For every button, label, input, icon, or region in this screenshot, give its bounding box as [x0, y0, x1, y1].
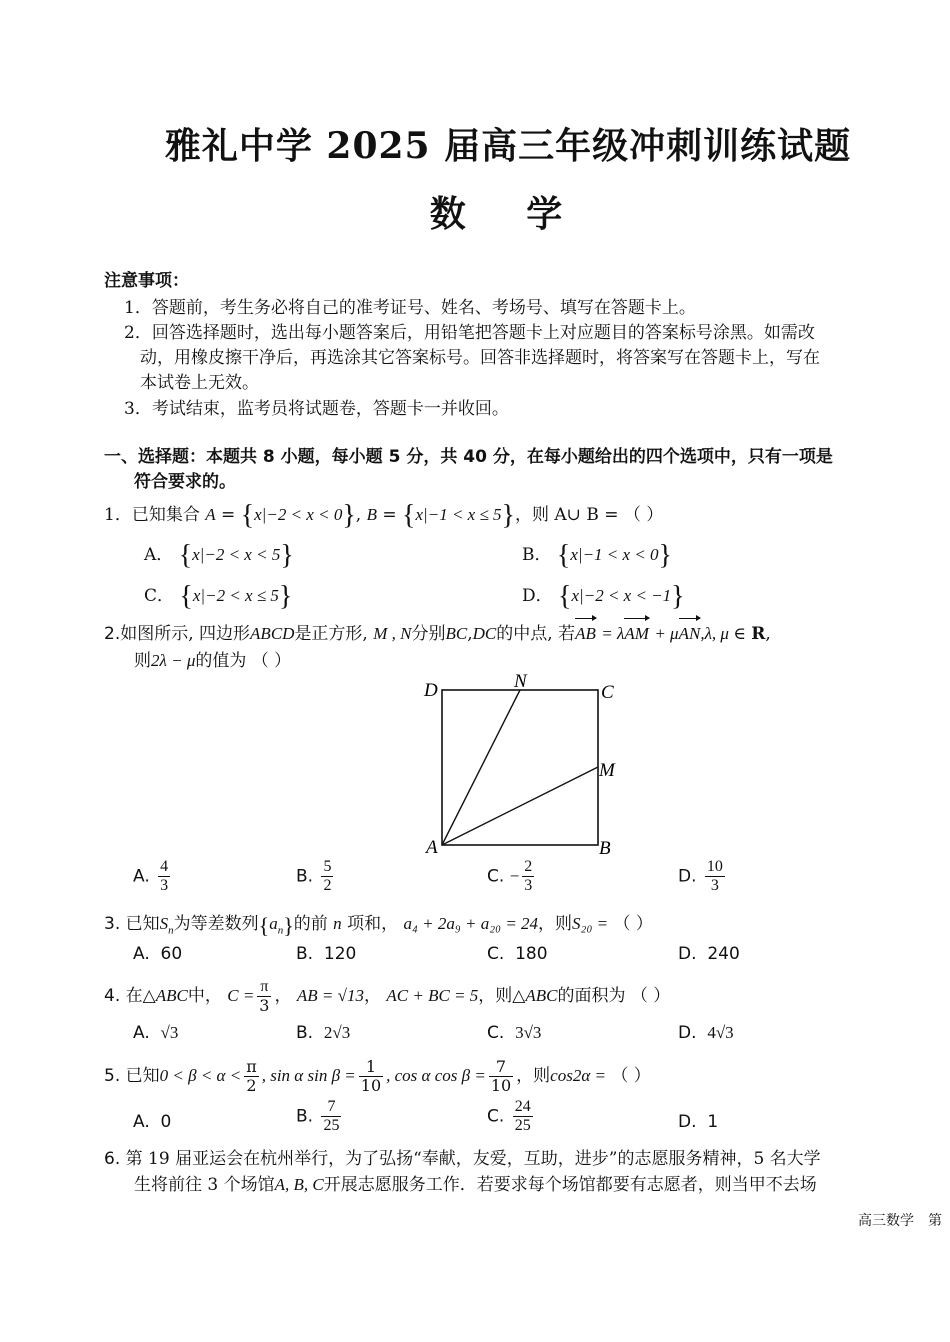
option-label: B． — [522, 545, 552, 565]
q3-number: 3. — [104, 914, 121, 934]
fraction-den: 3 — [259, 996, 270, 1015]
q5-option-a[interactable] — [133, 1110, 171, 1135]
q4-text: 的面积为 — [557, 986, 626, 1006]
q3-option-a[interactable] — [133, 942, 182, 967]
option-label: B. — [296, 1023, 314, 1043]
option-label: C． — [144, 586, 175, 606]
vector-an: AN — [679, 621, 701, 646]
q3-option-d[interactable] — [678, 942, 740, 967]
option-value: x|−2 < x ≤ 5 — [192, 586, 279, 605]
q3-sn: S — [159, 914, 169, 933]
q1-stem: 已知集合 — [131, 505, 200, 525]
q2-text: , — [467, 624, 473, 644]
fraction-den: 25 — [514, 1117, 531, 1134]
option-value: 120 — [323, 944, 357, 964]
option-label: D. — [678, 944, 697, 964]
q2-expr: 2λ − μ — [151, 651, 196, 670]
option-label: B. — [296, 1106, 314, 1127]
page-footer: 高三数学 第 — [858, 1213, 942, 1229]
option-value: 60 — [160, 944, 183, 964]
option-value: 240 — [707, 944, 740, 964]
option-label: A. — [133, 944, 150, 964]
q2-dc: DC — [472, 624, 497, 643]
option-value: 3√3 — [515, 1023, 542, 1042]
q4-paren: （ ） — [630, 986, 671, 1006]
q3-sub: n — [277, 924, 284, 937]
notice-item-2: 2．回答选择题时，选出每小题答案后，用铅笔把答题卡上对应题目的答案标号涂黑。如需改 — [124, 323, 815, 343]
fraction-num: 10 — [706, 858, 723, 875]
q4-ab: AB = √13 — [296, 986, 364, 1005]
vector-am: AM — [624, 621, 649, 646]
q2-option-d[interactable] — [678, 858, 728, 895]
q2-option-c[interactable] — [487, 858, 537, 895]
fraction-den: 3 — [160, 877, 169, 894]
fraction-num: 4 — [160, 858, 169, 875]
q1-option-c[interactable]: C． {x|−2 < x ≤ 5} — [144, 581, 293, 612]
q1-tail: ，则 A∪ B = — [515, 505, 619, 525]
option-value: x|−2 < x < 5 — [192, 545, 281, 564]
q3-sub: n — [168, 924, 174, 937]
segment-an — [442, 690, 520, 845]
q6-number: 6. — [104, 1149, 121, 1169]
option-label: A. — [133, 1023, 150, 1043]
label-d: D — [424, 680, 438, 701]
q3-text: 已知 — [125, 914, 160, 934]
option-sign: − — [509, 866, 520, 886]
q2-text: 的值为 — [195, 651, 247, 671]
q3-paren: （ ） — [613, 914, 653, 934]
q2-text: 的中点, 若 — [496, 624, 576, 644]
q3-option-c[interactable] — [487, 942, 548, 967]
option-label: A． — [144, 545, 174, 565]
q5-paren: （ ） — [611, 1066, 651, 1086]
question-5 — [104, 1058, 651, 1095]
option-label: D． — [522, 586, 553, 606]
subject-title: 数 学 — [429, 193, 587, 235]
q2-option-a[interactable] — [133, 858, 173, 895]
question-2-line2 — [134, 648, 291, 674]
fraction-num: 1 — [359, 1058, 383, 1077]
q1-option-b[interactable]: B． {x|−1 < x < 0} — [522, 540, 672, 571]
q1-paren: （ ） — [623, 505, 664, 525]
label-c: C — [601, 682, 614, 703]
q3-text: 的前 — [293, 914, 328, 934]
fraction-num: 7 — [321, 1098, 341, 1117]
section-heading: 一、选择题：本题共 8 小题，每小题 5 分，共 40 分，在每小题给出的四个选项中，只有一项是 — [104, 447, 833, 467]
section-heading-cont: 符合要求的。 — [134, 472, 236, 492]
question-2 — [104, 621, 771, 647]
fraction-num: 5 — [323, 858, 332, 875]
q3-text: ，则 — [538, 914, 573, 934]
option-value: x|−2 < x < −1 — [571, 586, 672, 605]
q3-s20: S₂₀ = — [572, 914, 609, 933]
option-label: A. — [133, 866, 150, 887]
q2-abcd: ABCD — [250, 624, 295, 643]
fraction-num: 2 — [524, 858, 533, 875]
q4-text: ， — [274, 986, 292, 1006]
fraction-den: 10 — [360, 1076, 382, 1095]
q3-text: 项和， — [347, 914, 399, 934]
q2-bc: BC — [445, 624, 468, 643]
question-4 — [104, 978, 670, 1015]
option-label: D. — [678, 1112, 697, 1132]
option-label: C. — [487, 944, 505, 964]
q4-option-b[interactable] — [296, 1020, 350, 1046]
option-label: D. — [678, 1023, 697, 1043]
option-value: 1 — [707, 1112, 719, 1132]
q6-text: 生将前往 3 个场馆 — [134, 1175, 275, 1195]
fraction-den: 2 — [323, 877, 332, 894]
option-value: 180 — [515, 944, 548, 964]
q1-number: 1． — [104, 505, 132, 525]
option-label: D. — [678, 866, 697, 887]
segment-am — [442, 767, 598, 845]
q4-text: 中， — [187, 986, 222, 1006]
option-value: x|−1 < x < 0 — [570, 545, 659, 564]
q2-number: 2. — [104, 624, 121, 644]
q3-an: a — [269, 914, 278, 933]
q4-angle-c: C = — [227, 986, 255, 1005]
notice-item-1: 1．答题前，考生务必将自己的准考证号、姓名、考场号、填写在答题卡上。 — [124, 298, 696, 318]
q5-option-b[interactable] — [296, 1098, 344, 1135]
q2-option-b[interactable] — [296, 858, 336, 895]
q4-text: 在 — [125, 986, 143, 1006]
q4-option-c[interactable] — [487, 1020, 541, 1046]
option-label: C. — [487, 866, 505, 887]
q4-text: ，则 — [478, 986, 513, 1006]
fraction-den: 25 — [323, 1117, 340, 1134]
q2-plus: + μ — [654, 624, 679, 643]
option-label: B. — [296, 944, 314, 964]
q2-eq: = λ — [601, 624, 625, 643]
q2-mn: M , N — [373, 624, 412, 643]
square-abcd — [442, 690, 598, 845]
label-a: A — [426, 837, 438, 858]
q5-option-d[interactable] — [678, 1110, 718, 1135]
q1-set-b: x|−1 < x ≤ 5 — [415, 505, 502, 524]
q3-n: n — [333, 914, 342, 933]
q5-text: ，则 — [516, 1066, 551, 1086]
vector-ab: AB — [575, 621, 596, 646]
q2-lambda: ,λ, μ ∈ — [700, 624, 746, 643]
q5-text: 已知 — [125, 1066, 160, 1086]
q6-text: 第 19 届亚运会在杭州举行，为了弘扬“奉献，友爱，互助，进步”的志愿服务精神，5 名大学 — [125, 1149, 821, 1169]
q4-triangle: △ABC — [142, 986, 188, 1005]
fraction-den: 3 — [710, 877, 719, 894]
fraction-den: 10 — [490, 1076, 512, 1095]
option-value: 2√3 — [323, 1023, 351, 1042]
notice-item-2-cont2: 本试卷上无效。 — [140, 373, 259, 393]
fraction-num: π — [246, 1057, 257, 1076]
q2-paren: （ ） — [251, 651, 292, 671]
q5-option-c[interactable] — [487, 1098, 536, 1135]
q5-cos-product: , cos α cos β = — [386, 1066, 486, 1085]
q2-text: 分别 — [411, 624, 446, 644]
fraction-num: 7 — [489, 1058, 513, 1077]
q1-option-a[interactable]: A． {x|−2 < x < 5} — [144, 540, 294, 571]
option-label: C. — [487, 1023, 505, 1043]
q5-number: 5. — [104, 1066, 121, 1086]
q2-text: , — [765, 624, 771, 644]
q6-text: 开展志愿服务工作．若要求每个场馆都要有志愿者，则当甲不去场 — [323, 1175, 817, 1195]
square-figure — [410, 668, 640, 860]
q3-text: 为等差数列 — [173, 914, 259, 934]
option-value: 0 — [160, 1112, 172, 1132]
fraction-den: 3 — [524, 877, 533, 894]
page-title: 雅礼中学 2025 届高三年级冲刺训练试题 — [164, 125, 852, 167]
notice-heading: 注意事项： — [104, 271, 189, 291]
q5-inequality: 0 < β < α < — [159, 1066, 242, 1085]
q1-set-a: x|−2 < x < 0 — [254, 505, 343, 524]
option-value: √3 — [160, 1023, 179, 1042]
q2-text: 是正方形, — [294, 624, 368, 644]
q2-text: 则 — [134, 651, 151, 671]
q2-text: 如图所示, 四边形 — [120, 624, 251, 644]
option-label: C. — [487, 1106, 505, 1127]
q3-equation: a₄ + 2a₉ + a₂₀ = 24 — [403, 914, 539, 933]
q5-cos2a: cos2α = — [550, 1066, 606, 1085]
question-3: 3. 已知$S_n$为等差数列$\{a_n\}$的前 n 项和， a₄ + 2a₉ + a₂₀ = 24，则S₂₀ = （ ） — [104, 913, 653, 938]
fraction-num: π — [257, 978, 271, 997]
notice-item-2-cont: 动，用橡皮擦干净后，再选涂其它答案标号。回答非选择题时，将答案写在答题卡上，写在 — [140, 348, 820, 368]
q4-text: ， — [363, 986, 381, 1006]
q4-sum: AC + BC = 5 — [386, 986, 479, 1005]
q4-option-d[interactable] — [678, 1020, 734, 1046]
notice-item-3: 3．考试结束，监考员将试题卷，答题卡一并收回。 — [124, 399, 509, 419]
q2-real-set: R — [751, 624, 766, 644]
question-6-line2 — [134, 1172, 817, 1198]
label-m: M — [599, 760, 615, 781]
fraction-den: 2 — [246, 1076, 257, 1095]
fraction-num: 24 — [514, 1098, 531, 1115]
label-b: B — [599, 838, 611, 859]
question-1: 1．已知集合 A = {x|−2 < x < 0}, B = {x|−1 < x ≤ 5}，则 A∪ B = （ ） — [104, 500, 664, 531]
label-n: N — [514, 671, 527, 692]
q4-number: 4. — [104, 986, 121, 1006]
q4-triangle: △ABC — [512, 986, 558, 1005]
q3-option-b[interactable] — [296, 942, 356, 967]
question-6 — [104, 1147, 821, 1172]
option-label: A. — [133, 1112, 150, 1132]
option-value: 4√3 — [707, 1023, 734, 1042]
q6-venues: A, B, C — [274, 1175, 324, 1194]
q5-sin-product: , sin α sin β = — [261, 1066, 356, 1085]
q1-option-d[interactable]: D． {x|−2 < x < −1} — [522, 581, 685, 612]
option-label: B. — [296, 866, 314, 887]
q4-option-a[interactable] — [133, 1020, 178, 1046]
